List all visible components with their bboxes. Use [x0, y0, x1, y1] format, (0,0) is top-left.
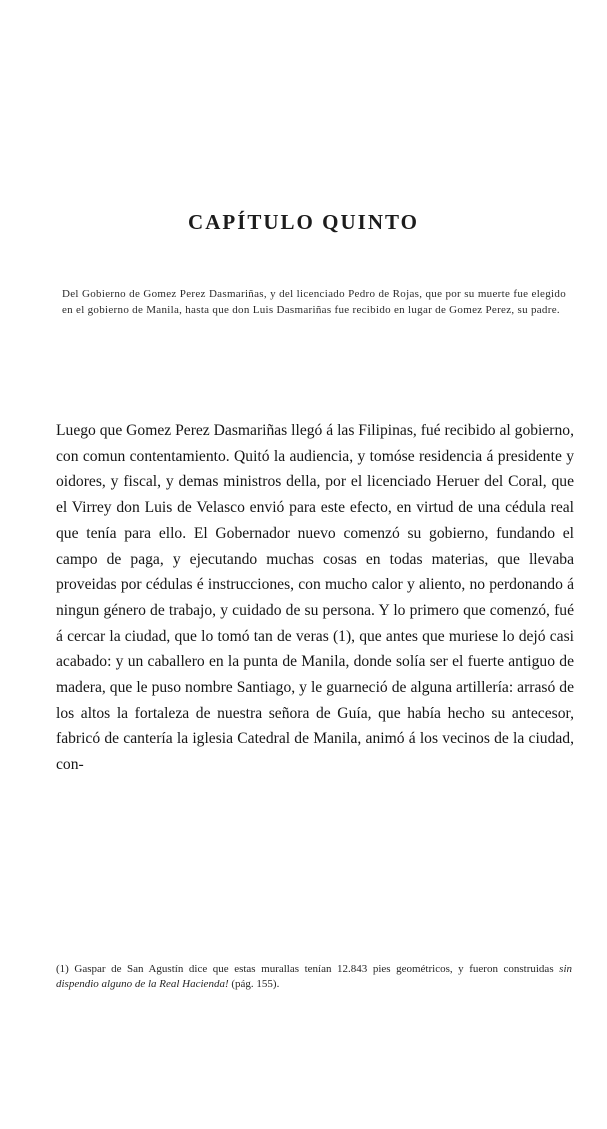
chapter-summary: Del Gobierno de Gomez Perez Dasmariñas, y del licenciado Pedro de Rojas, que por su muerte fue elegido en el gobierno de Manila, hasta que don Luis Dasmariñas fue recibido en lugar de Gomez Perez, su padre. — [62, 288, 566, 316]
footnote-page-reference: (pág. 155). — [231, 978, 280, 990]
body-paragraph: Luego que Gomez Perez Dasmariñas llegó á las Filipinas, fué recibido al gobierno, con comun contentamiento. Quitó la audiencia, y tomóse residencia á presidente y oidores, y fiscal, y demas ministros della, por el licenciado Heruer del Coral, que el Virrey don Luis de Velasco envió para este efecto, en virtud de una cédula real que tenía para ello. El Gobernador nuevo comenzó su gobierno, fundando el campo de paga, y ejecutando muchas cosas en todas materias, que llevaba proveidas por cédulas é instrucciones, con mucho calor y aliento, no perdonando á ningun género de trabajo, y cuidado de su persona. Y lo primero que comenzó, fué á cercar la ciudad, que lo tomó tan de veras (1), que antes que muriese lo dejó casi acabado: y un caballero en la punta de Manila, donde solía ser el fuerte antiguo de madera, que le puso nombre Santiago, y le guarneció de alguna artillería: arrasó de los altos la fortaleza de nuestra señora de Guía, que había hecho su antecesor, fabricó de cantería la iglesia Catedral de Manila, animó á los vecinos de la ciudad, con- — [56, 422, 574, 774]
chapter-title: CAPÍTULO QUINTO — [188, 210, 419, 234]
footnote-text: (1) Gaspar de San Agustín dice que estas murallas tenían 12.843 pies geométricos, y fueron construidas — [56, 963, 554, 975]
footnote — [56, 962, 572, 992]
footnote-italic-text: sin dispendio alguno de la Real Hacienda! — [56, 963, 573, 990]
